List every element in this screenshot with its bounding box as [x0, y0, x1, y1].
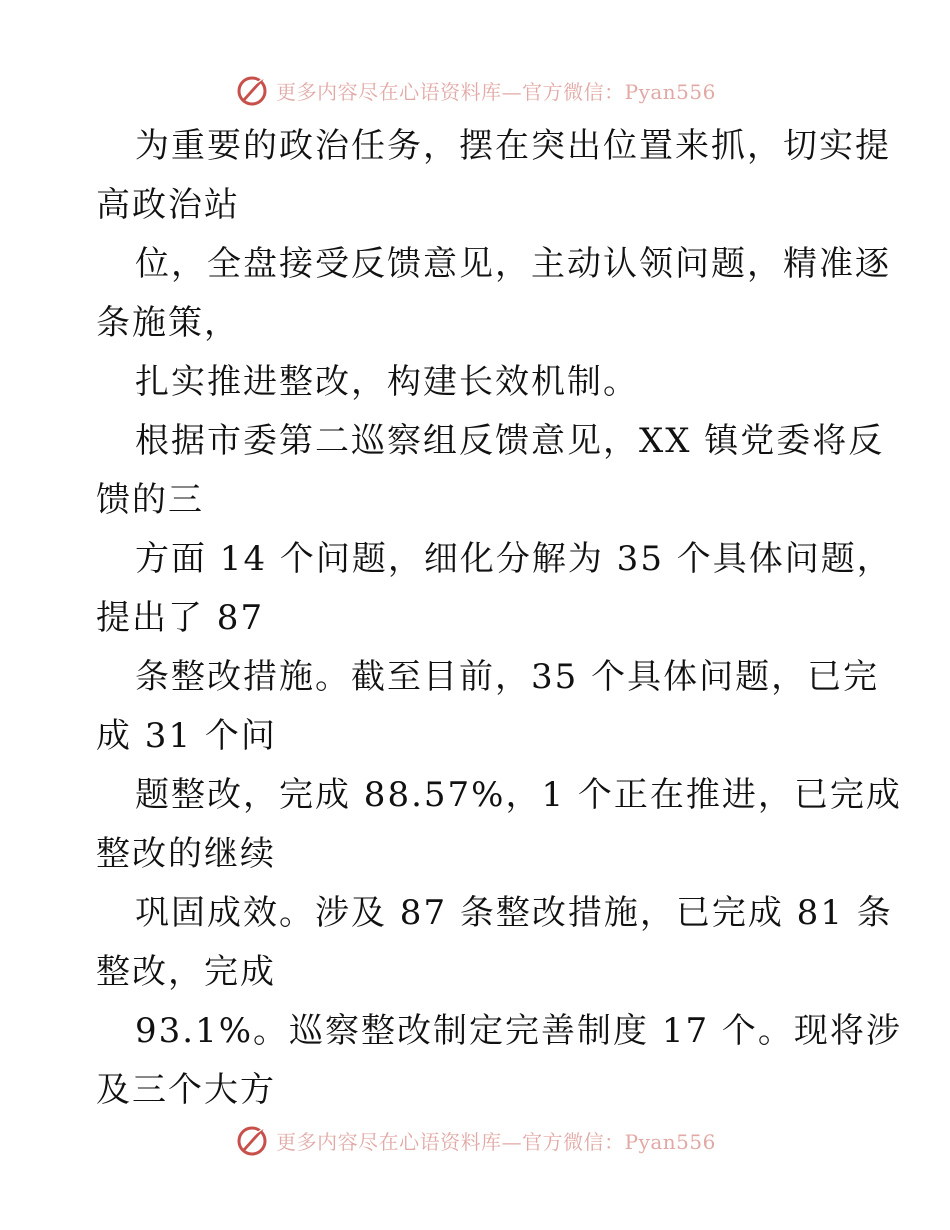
body-line: 成 31 个问 [96, 716, 277, 756]
body-line: 方面 14 个问题，细化分解为 35 个具体问题， [135, 539, 893, 579]
quill-pen-icon [234, 72, 270, 108]
body-line: 扎实推进整改，构建长效机制。 [135, 362, 639, 402]
header-watermark [0, 70, 950, 110]
body-line: 为重要的政治任务，摆在突出位置来抓，切实提 [135, 126, 891, 166]
body-line: 整改的继续 [96, 834, 276, 874]
body-line: 根据市委第二巡察组反馈意见，XX 镇党委将反 [135, 421, 885, 461]
body-line: 高政治站 [96, 185, 240, 225]
body-line: 93.1%。巡察整改制定完善制度 17 个。现将涉 [135, 1011, 902, 1051]
quill-pen-icon [234, 1122, 270, 1158]
body-line: 巩固成效。涉及 87 条整改措施，已完成 81 条 [135, 893, 893, 933]
footer-watermark-text: 更多内容尽在心语资料库—官方微信：Pyan556 [276, 1129, 716, 1154]
body-line: 位，全盘接受反馈意见，主动认领问题，精准逐 [135, 244, 891, 284]
body-line: 条施策， [96, 303, 240, 343]
body-line: 及三个大方 [96, 1070, 276, 1110]
body-line: 提出了 87 [96, 598, 265, 638]
header-watermark-text: 更多内容尽在心语资料库—官方微信：Pyan556 [276, 79, 716, 104]
body-line: 题整改，完成 88.57%，1 个正在推进，已完成 [135, 775, 902, 815]
body-line: 馈的三 [96, 480, 204, 520]
footer-watermark [0, 1120, 950, 1160]
body-line: 条整改措施。截至目前，35 个具体问题，已完 [135, 657, 880, 697]
body-line: 整改，完成 [96, 952, 276, 992]
